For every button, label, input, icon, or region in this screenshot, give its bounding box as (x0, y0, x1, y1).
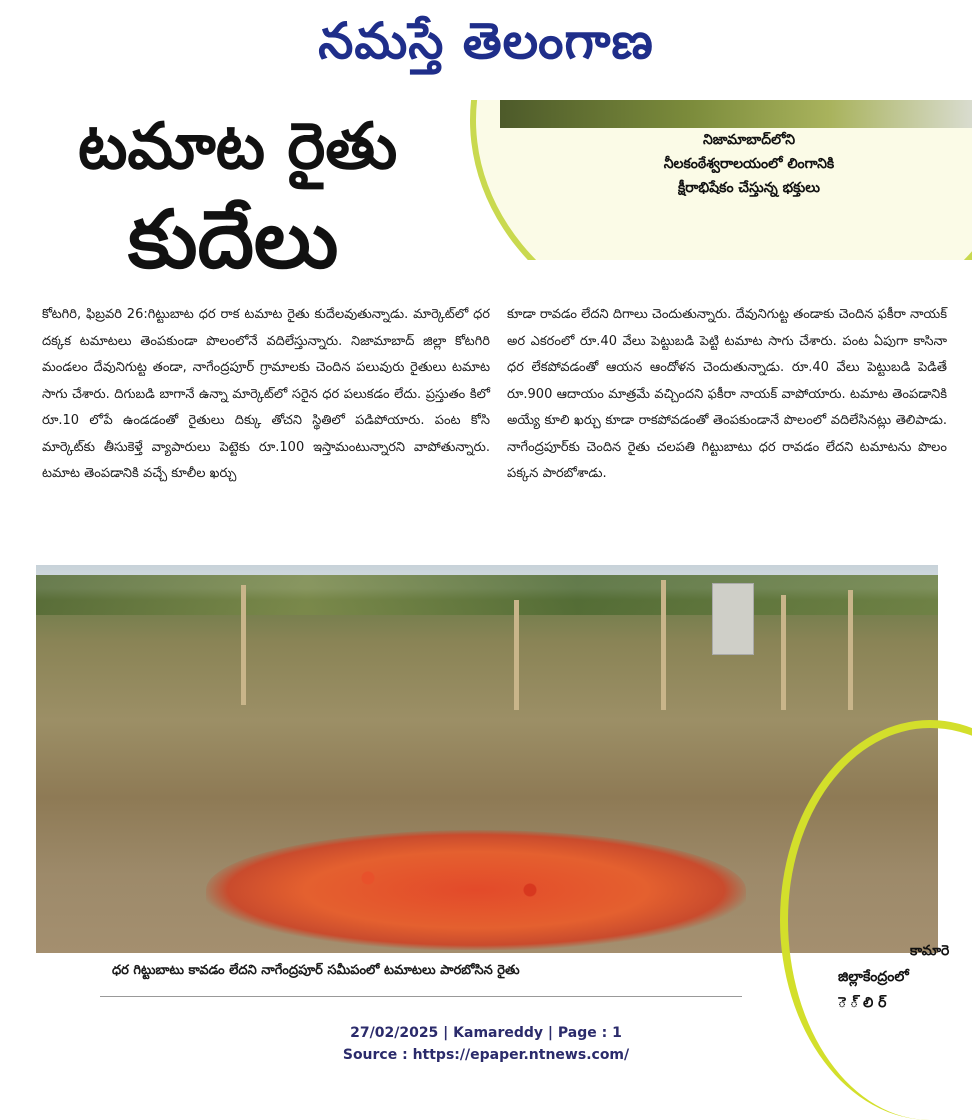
page-footer (0, 1022, 972, 1066)
newspaper-masthead: నమస్తే తెలంగాణ (318, 12, 654, 70)
side-snippet-line: జిల్లాకేంద్రంలో (838, 969, 909, 985)
photo-shrine (712, 583, 754, 655)
headline-line-2: కుదేలు (128, 193, 339, 286)
temple-caption-line: క్షీరాభిషేకం చేస్తున్న భక్తులు (677, 180, 821, 196)
photo-pole (241, 585, 246, 705)
side-article-snippet (838, 938, 972, 1016)
photo-pole (514, 600, 519, 710)
side-snippet-line: ె ్ లి ర్ (838, 995, 887, 1011)
discarded-tomatoes (206, 830, 746, 950)
photo-pole (661, 580, 666, 710)
caption-divider (100, 996, 742, 997)
temple-caption-line: నీలకంఠేశ్వరాలయంలో లింగానికి (663, 156, 835, 172)
temple-photo-strip (500, 100, 972, 128)
photo-pole (848, 590, 853, 710)
temple-caption-line: నిజామాబాద్‌లోని (702, 132, 796, 148)
side-snippet-line: కామారె (910, 943, 950, 959)
photo-pole (781, 595, 786, 710)
photo-tree-line (36, 575, 938, 615)
article-right-column: కూడా రావడం లేదని దిగాలు చెందుతున్నారు. దేవునిగుట్ట తండాకు చెందిన ఫకీరా నాయక్ అర ఎకరంలో రూ.40 వేలు పెట్టుబడి పెట్టి టమాట సాగు చేశారు. పంట ఏపుగా కాసినా ధర లేకపోవడంతో ఆయన ఆందోళన చెందుతున్నాడు. రూ.40 వేలు పెట్టుబడి పెడితే రూ.900 ఆదాయం మాత్రమే వచ్చిందని ఫకీరా నాయక్ వాపోయారు. టమాట తెంపడానికి అయ్యే కూలి ఖర్చు కూడా రాకపోవడంతో తెంపకుండానే పొలంలో వదిలేసినట్లు తెలిపాడు. నాగేంద్రపూర్‌కు చెందిన రైతు చలపతి గిట్టుబాటు ధర రావడం లేదని టమాటను పొలం పక్కన పారబోశాడు. (507, 307, 947, 481)
headline-line-1: టమాట రైతు (78, 110, 398, 184)
footer-source-link[interactable]: Source : https://epaper.ntnews.com/ (342, 1047, 630, 1063)
article-left-column: కోటగిరి, ఫిబ్రవరి 26:గిట్టుబాట ధర రాక టమాట రైతు కుదేలవుతున్నాడు. మార్కెట్‌లో ధర దక్కక టమాటలు తెంపకుండా పొలంలోనే వదిలేస్తున్నారు. నిజామాబాద్ జిల్లా కోటగిరి మండలం దేవునిగుట్ట తండా, నాగేంద్రపూర్ గ్రామాలకు చెందిన పలువురు రైతులు టమాట సాగు చేశారు. దిగుబడి బాగానే ఉన్నా మార్కెట్‌లో సరైన ధర పలుకడం లేదు. ప్రస్తుతం కిలో రూ.10 లోపే ఉండడంతో రైతులు దిక్కు తోచని స్థితిలో పడిపోయారు. పంట కోసి మార్కెట్‌కు తీసుకెళ్తే వ్యాపారులు పెట్టెకు రూ.100 ఇస్తామంటున్నారని వాపోతున్నారు. టమాట తెంపడానికి వచ్చే కూలీల ఖర్చు (42, 307, 490, 481)
photo-caption: ధర గిట్టుబాటు కావడం లేదని నాగేంద్రపూర్ సమీపంలో టమాటలు పారబోసిన రైతు (112, 963, 520, 978)
footer-edition-info: 27/02/2025 | Kamareddy | Page : 1 (350, 1025, 622, 1041)
temple-photo-caption (604, 128, 894, 200)
